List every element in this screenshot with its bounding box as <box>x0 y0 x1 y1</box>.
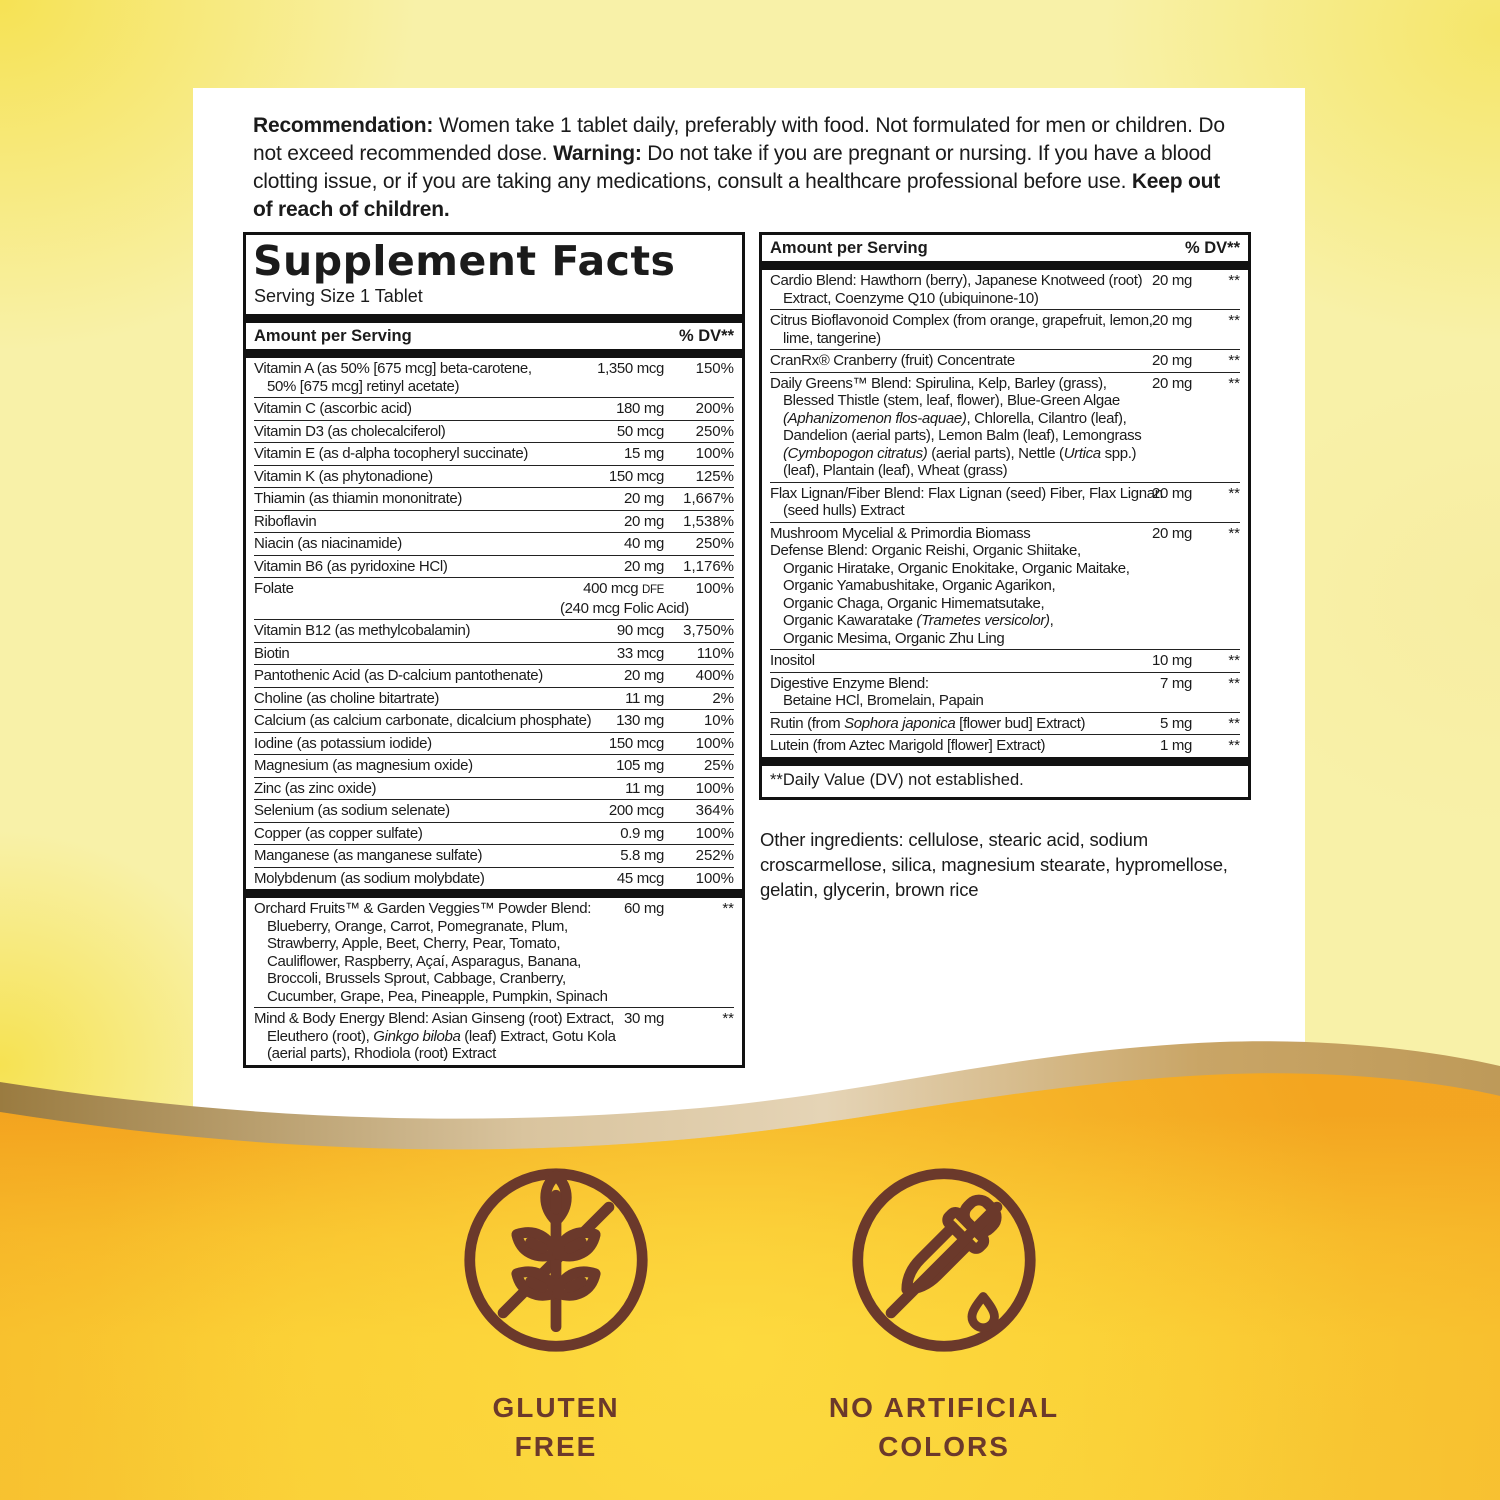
table-row <box>254 732 734 755</box>
nutrient-amount: 0.9 mg <box>620 824 664 842</box>
nutrient-daily-value: 100% <box>695 445 734 463</box>
table-row <box>254 577 734 619</box>
nutrient-name: Copper (as copper sulfate) <box>254 824 423 842</box>
nutrient-daily-value: 150% <box>695 360 734 378</box>
nutrient-amount: 150 mcg <box>608 734 664 752</box>
no-dropper-icon <box>846 1162 1042 1358</box>
nutrient-name: CranRx® Cranberry (fruit) Concentrate <box>770 352 1015 369</box>
nutrient-name: Zinc (as zinc oxide) <box>254 779 377 797</box>
nutrient-daily-value: 100% <box>695 824 734 842</box>
nutrient-amount: 20 mg <box>1152 484 1192 502</box>
table-row <box>770 309 1240 349</box>
nutrient-amount: 180 mg <box>616 400 664 418</box>
nutrient-amount: 20 mg <box>624 490 664 508</box>
nutrient-daily-value: 364% <box>695 802 734 820</box>
nutrient-daily-value: 1,667% <box>683 490 734 508</box>
nutrient-daily-value: 400% <box>695 667 734 685</box>
table-row <box>770 672 1240 712</box>
table-row <box>770 522 1240 650</box>
nutrient-name: Vitamin E (as d-alpha tocopheryl succinate) <box>254 445 528 463</box>
serving-size: Serving Size 1 Tablet <box>254 286 423 307</box>
nutrient-name: Selenium (as sodium selenate) <box>254 802 450 820</box>
nutrient-name: Vitamin B6 (as pyridoxine HCl) <box>254 557 448 575</box>
nutrient-name: Biotin <box>254 644 290 662</box>
nutrient-name: Vitamin C (ascorbic acid) <box>254 400 412 418</box>
nutrient-amount: 400 mcg DFE (240 mcg Folic Acid) <box>560 580 689 617</box>
table-row <box>254 465 734 488</box>
table-row <box>770 482 1240 522</box>
nutrient-name: Folate <box>254 580 294 598</box>
table-row <box>254 777 734 800</box>
nutrient-daily-value: 1,538% <box>683 512 734 530</box>
nutrient-name: Choline (as choline bitartrate) <box>254 689 440 707</box>
nutrient-name: Daily Greens™ Blend: Spirulina, Kelp, Barley (grass), Blessed Thistle (stem, leaf, flower), Blue-Green Algae (Aphanizomenon flos-aquae), Chlorella, Cilantro (leaf), Dandelion (aerial parts), Lemon Balm (leaf), Lemongrass (Cymbopogon citratus) (aerial parts), Nettle (Urtica spp.) (leaf), Plantain (leaf), Wheat (grass) <box>770 374 1142 479</box>
column-header-row <box>254 323 734 349</box>
nutrient-amount: 20 mg <box>624 557 664 575</box>
nutrient-amount: 90 mcg <box>616 622 664 640</box>
nutrient-daily-value: 100% <box>695 869 734 887</box>
amount-per-serving-header: Amount per Serving <box>254 327 412 346</box>
nutrient-daily-value: ** <box>722 900 734 918</box>
nutrient-name: Citrus Bioflavonoid Complex (from orange, grapefruit, lemon, lime, tangerine) <box>770 312 1153 347</box>
divider-bar <box>762 757 1248 766</box>
no-artificial-colors-label: NO ARTIFICIAL COLORS <box>828 1392 1060 1463</box>
gluten-free-badge <box>406 1162 706 1466</box>
supplement-facts-panel-left <box>243 232 745 1068</box>
nutrient-daily-value: 250% <box>695 535 734 553</box>
table-row <box>254 709 734 732</box>
nutrient-name: Pantothenic Acid (as D-calcium pantothenate) <box>254 667 543 685</box>
table-row <box>254 397 734 420</box>
nutrient-daily-value: ** <box>1228 714 1240 732</box>
warning-label: Warning: <box>553 141 642 165</box>
nutrient-amount: 20 mg <box>1152 352 1192 369</box>
table-row <box>254 822 734 845</box>
table-row <box>254 619 734 642</box>
nutrient-daily-value: 100% <box>695 779 734 797</box>
nutrient-amount: 7 mg <box>1160 674 1192 692</box>
column-header-row <box>770 235 1240 261</box>
nutrient-daily-value: 125% <box>695 467 734 485</box>
table-row <box>770 270 1240 309</box>
supplement-facts-panel-right <box>759 232 1251 800</box>
percent-dv-header: % DV** <box>678 327 734 346</box>
nutrient-daily-value: 250% <box>695 422 734 440</box>
nutrient-daily-value: ** <box>1228 374 1240 392</box>
nutrient-name: Vitamin D3 (as cholecalciferol) <box>254 422 446 440</box>
nutrient-daily-value: ** <box>1228 272 1240 289</box>
nutrient-daily-value: 100% <box>695 580 734 598</box>
nutrient-daily-value: ** <box>1228 524 1240 542</box>
nutrient-name: Inositol <box>770 652 815 669</box>
nutrient-name: Rutin (from Sophora japonica [flower bud] Extract) <box>770 714 1086 732</box>
nutrient-daily-value: 252% <box>695 847 734 865</box>
nutrient-name: Mind & Body Energy Blend: Asian Ginseng (root) Extract, Eleuthero (root), Ginkgo biloba (leaf) Extract, Gotu Kola (aerial parts), Rhodiola (root) Extract <box>254 1010 616 1063</box>
nutrient-amount: 1,350 mcg <box>597 360 664 378</box>
nutrient-daily-value: ** <box>1228 484 1240 502</box>
nutrient-amount: 130 mg <box>616 712 664 730</box>
nutrient-amount: 105 mg <box>616 757 664 775</box>
nutrient-daily-value: 1,176% <box>683 557 734 575</box>
table-row <box>770 712 1240 735</box>
divider-bar <box>246 314 742 323</box>
nutrient-amount: 45 mcg <box>616 869 664 887</box>
table-row <box>254 754 734 777</box>
nutrient-amount: 5.8 mg <box>620 847 664 865</box>
nutrient-daily-value: 3,750% <box>683 622 734 640</box>
nutrient-rows-right <box>770 270 1240 757</box>
nutrient-daily-value: 100% <box>695 734 734 752</box>
nutrient-name: Vitamin B12 (as methylcobalamin) <box>254 622 471 640</box>
nutrient-amount: 30 mg <box>624 1010 664 1028</box>
nutrient-amount: 200 mcg <box>608 802 664 820</box>
nutrient-name: Orchard Fruits™ & Garden Veggies™ Powder Blend: Blueberry, Orange, Carrot, Pomegranate, Plum, Strawberry, Apple, Beet, Cherry, Pear, Tomato, Cauliflower, Raspberry, Açaí, Asparagus, Banana, Broccoli, Brussels Sprout, Cabbage, Cranberry, Cucumber, Grape, Pea, Pineapple, Pumpkin, Spinach <box>254 900 608 1005</box>
keep-out-of-reach-text: Keep out of reach of children. <box>253 169 1221 221</box>
nutrient-amount: 20 mg <box>624 512 664 530</box>
nutrient-daily-value: ** <box>1228 674 1240 692</box>
nutrient-amount: 11 mg <box>625 779 664 797</box>
other-ingredients-text: Other ingredients: cellulose, stearic acid, sodium croscarmellose, silica, magnesium stearate, hypromellose, gelatin, glycerin, brown rice <box>760 829 1228 901</box>
supplement-facts-title: Supplement Facts <box>253 237 676 285</box>
divider-bar <box>246 349 742 358</box>
nutrient-name: Digestive Enzyme Blend: Betaine HCl, Bromelain, Papain <box>770 674 984 709</box>
nutrient-amount: 1 mg <box>1160 737 1192 754</box>
table-row <box>770 734 1240 757</box>
nutrient-amount: 33 mcg <box>616 644 664 662</box>
nutrient-daily-value: 2% <box>712 689 734 707</box>
nutrient-amount: 40 mg <box>624 535 664 553</box>
nutrient-daily-value: ** <box>1228 352 1240 369</box>
table-row <box>254 487 734 510</box>
nutrient-amount: 20 mg <box>1152 374 1192 392</box>
divider-bar <box>762 261 1248 270</box>
table-row <box>254 358 734 397</box>
nutrient-amount: 11 mg <box>625 689 664 707</box>
gluten-free-label: GLUTEN FREE <box>492 1392 620 1463</box>
amount-per-serving-header: Amount per Serving <box>770 239 928 257</box>
nutrient-amount: 20 mg <box>1152 524 1192 542</box>
nutrient-daily-value: 10% <box>703 712 734 730</box>
table-row <box>254 898 734 1007</box>
nutrient-name: Lutein (from Aztec Marigold [flower] Extract) <box>770 737 1046 754</box>
table-row <box>770 349 1240 372</box>
table-row <box>770 372 1240 482</box>
table-row <box>254 532 734 555</box>
nutrient-name: Calcium (as calcium carbonate, dicalcium phosphate) <box>254 712 592 730</box>
nutrient-amount: 20 mg <box>1152 272 1192 289</box>
nutrient-daily-value: ** <box>1228 737 1240 754</box>
daily-value-footnote: **Daily Value (DV) not established. <box>770 770 1024 789</box>
table-row <box>254 442 734 465</box>
nutrient-rows-main <box>254 358 734 889</box>
nutrient-amount: 150 mcg <box>608 467 664 485</box>
nutrient-amount: 5 mg <box>1160 714 1192 732</box>
recommendation-text: Recommendation: Women take 1 tablet daily, preferably with food. Not formulated for men or children. Do not exceed recommended dose. Warning: Do not take if you are pregnant or nursing. If you have a blood clotting issue, or if you are taking any medications, consult a healthcare professional before use. Keep out of reach of children. <box>253 114 1225 221</box>
nutrient-amount: 20 mg <box>1152 312 1192 329</box>
nutrient-name: Mushroom Mycelial & Primordia Biomass Defense Blend: Organic Reishi, Organic Shiitake, Organic Hiratake, Organic Enokitake, Organic Maitake, Organic Yamabushitake, Organic Agarikon, Organic Chaga, Organic Himematsutake, Organic Kawaratake (Trametes versicolor), Organic Mesima, Organic Zhu Ling <box>770 524 1130 647</box>
nutrient-amount: 60 mg <box>624 900 664 918</box>
table-row <box>254 555 734 578</box>
nutrient-daily-value: ** <box>1228 312 1240 329</box>
nutrient-name: Iodine (as potassium iodide) <box>254 734 432 752</box>
table-row <box>770 649 1240 672</box>
divider-bar <box>246 889 742 898</box>
badge-row <box>0 1162 1500 1466</box>
nutrient-name: Thiamin (as thiamin mononitrate) <box>254 490 463 508</box>
recommendation-label: Recommendation: <box>253 114 434 137</box>
nutrient-name: Vitamin K (as phytonadione) <box>254 467 433 485</box>
table-row <box>254 664 734 687</box>
table-row <box>254 1007 734 1065</box>
nutrient-name: Cardio Blend: Hawthorn (berry), Japanese Knotweed (root) Extract, Coenzyme Q10 (ubiquinone-10) <box>770 272 1143 307</box>
nutrient-daily-value: ** <box>722 1010 734 1028</box>
nutrient-name: Vitamin A (as 50% [675 mcg] beta-carotene, 50% [675 mcg] retinyl acetate) <box>254 360 532 395</box>
percent-dv-header: % DV** <box>1184 239 1240 257</box>
table-row <box>254 844 734 867</box>
nutrient-name: Manganese (as manganese sulfate) <box>254 847 483 865</box>
table-row <box>254 687 734 710</box>
nutrient-daily-value: 200% <box>695 400 734 418</box>
nutrient-name: Molybdenum (as sodium molybdate) <box>254 869 485 887</box>
nutrient-amount: 15 mg <box>624 445 664 463</box>
table-row <box>254 867 734 890</box>
nutrient-daily-value: 25% <box>703 757 734 775</box>
no-gluten-icon <box>458 1162 654 1358</box>
table-row <box>254 420 734 443</box>
nutrient-rows-blends <box>254 898 734 1065</box>
table-row <box>254 642 734 665</box>
nutrient-amount: 20 mg <box>624 667 664 685</box>
nutrient-name: Niacin (as niacinamide) <box>254 535 402 553</box>
no-artificial-colors-badge <box>794 1162 1094 1466</box>
nutrient-amount: 50 mcg <box>616 422 664 440</box>
nutrient-name: Magnesium (as magnesium oxide) <box>254 757 473 775</box>
table-row <box>254 510 734 533</box>
nutrient-amount: 10 mg <box>1152 652 1192 669</box>
nutrient-daily-value: ** <box>1228 652 1240 669</box>
table-row <box>254 799 734 822</box>
nutrient-name: Riboflavin <box>254 512 317 530</box>
nutrient-name: Flax Lignan/Fiber Blend: Flax Lignan (seed) Fiber, Flax Lignan (seed hulls) Extract <box>770 484 1163 519</box>
nutrient-daily-value: 110% <box>696 644 734 662</box>
